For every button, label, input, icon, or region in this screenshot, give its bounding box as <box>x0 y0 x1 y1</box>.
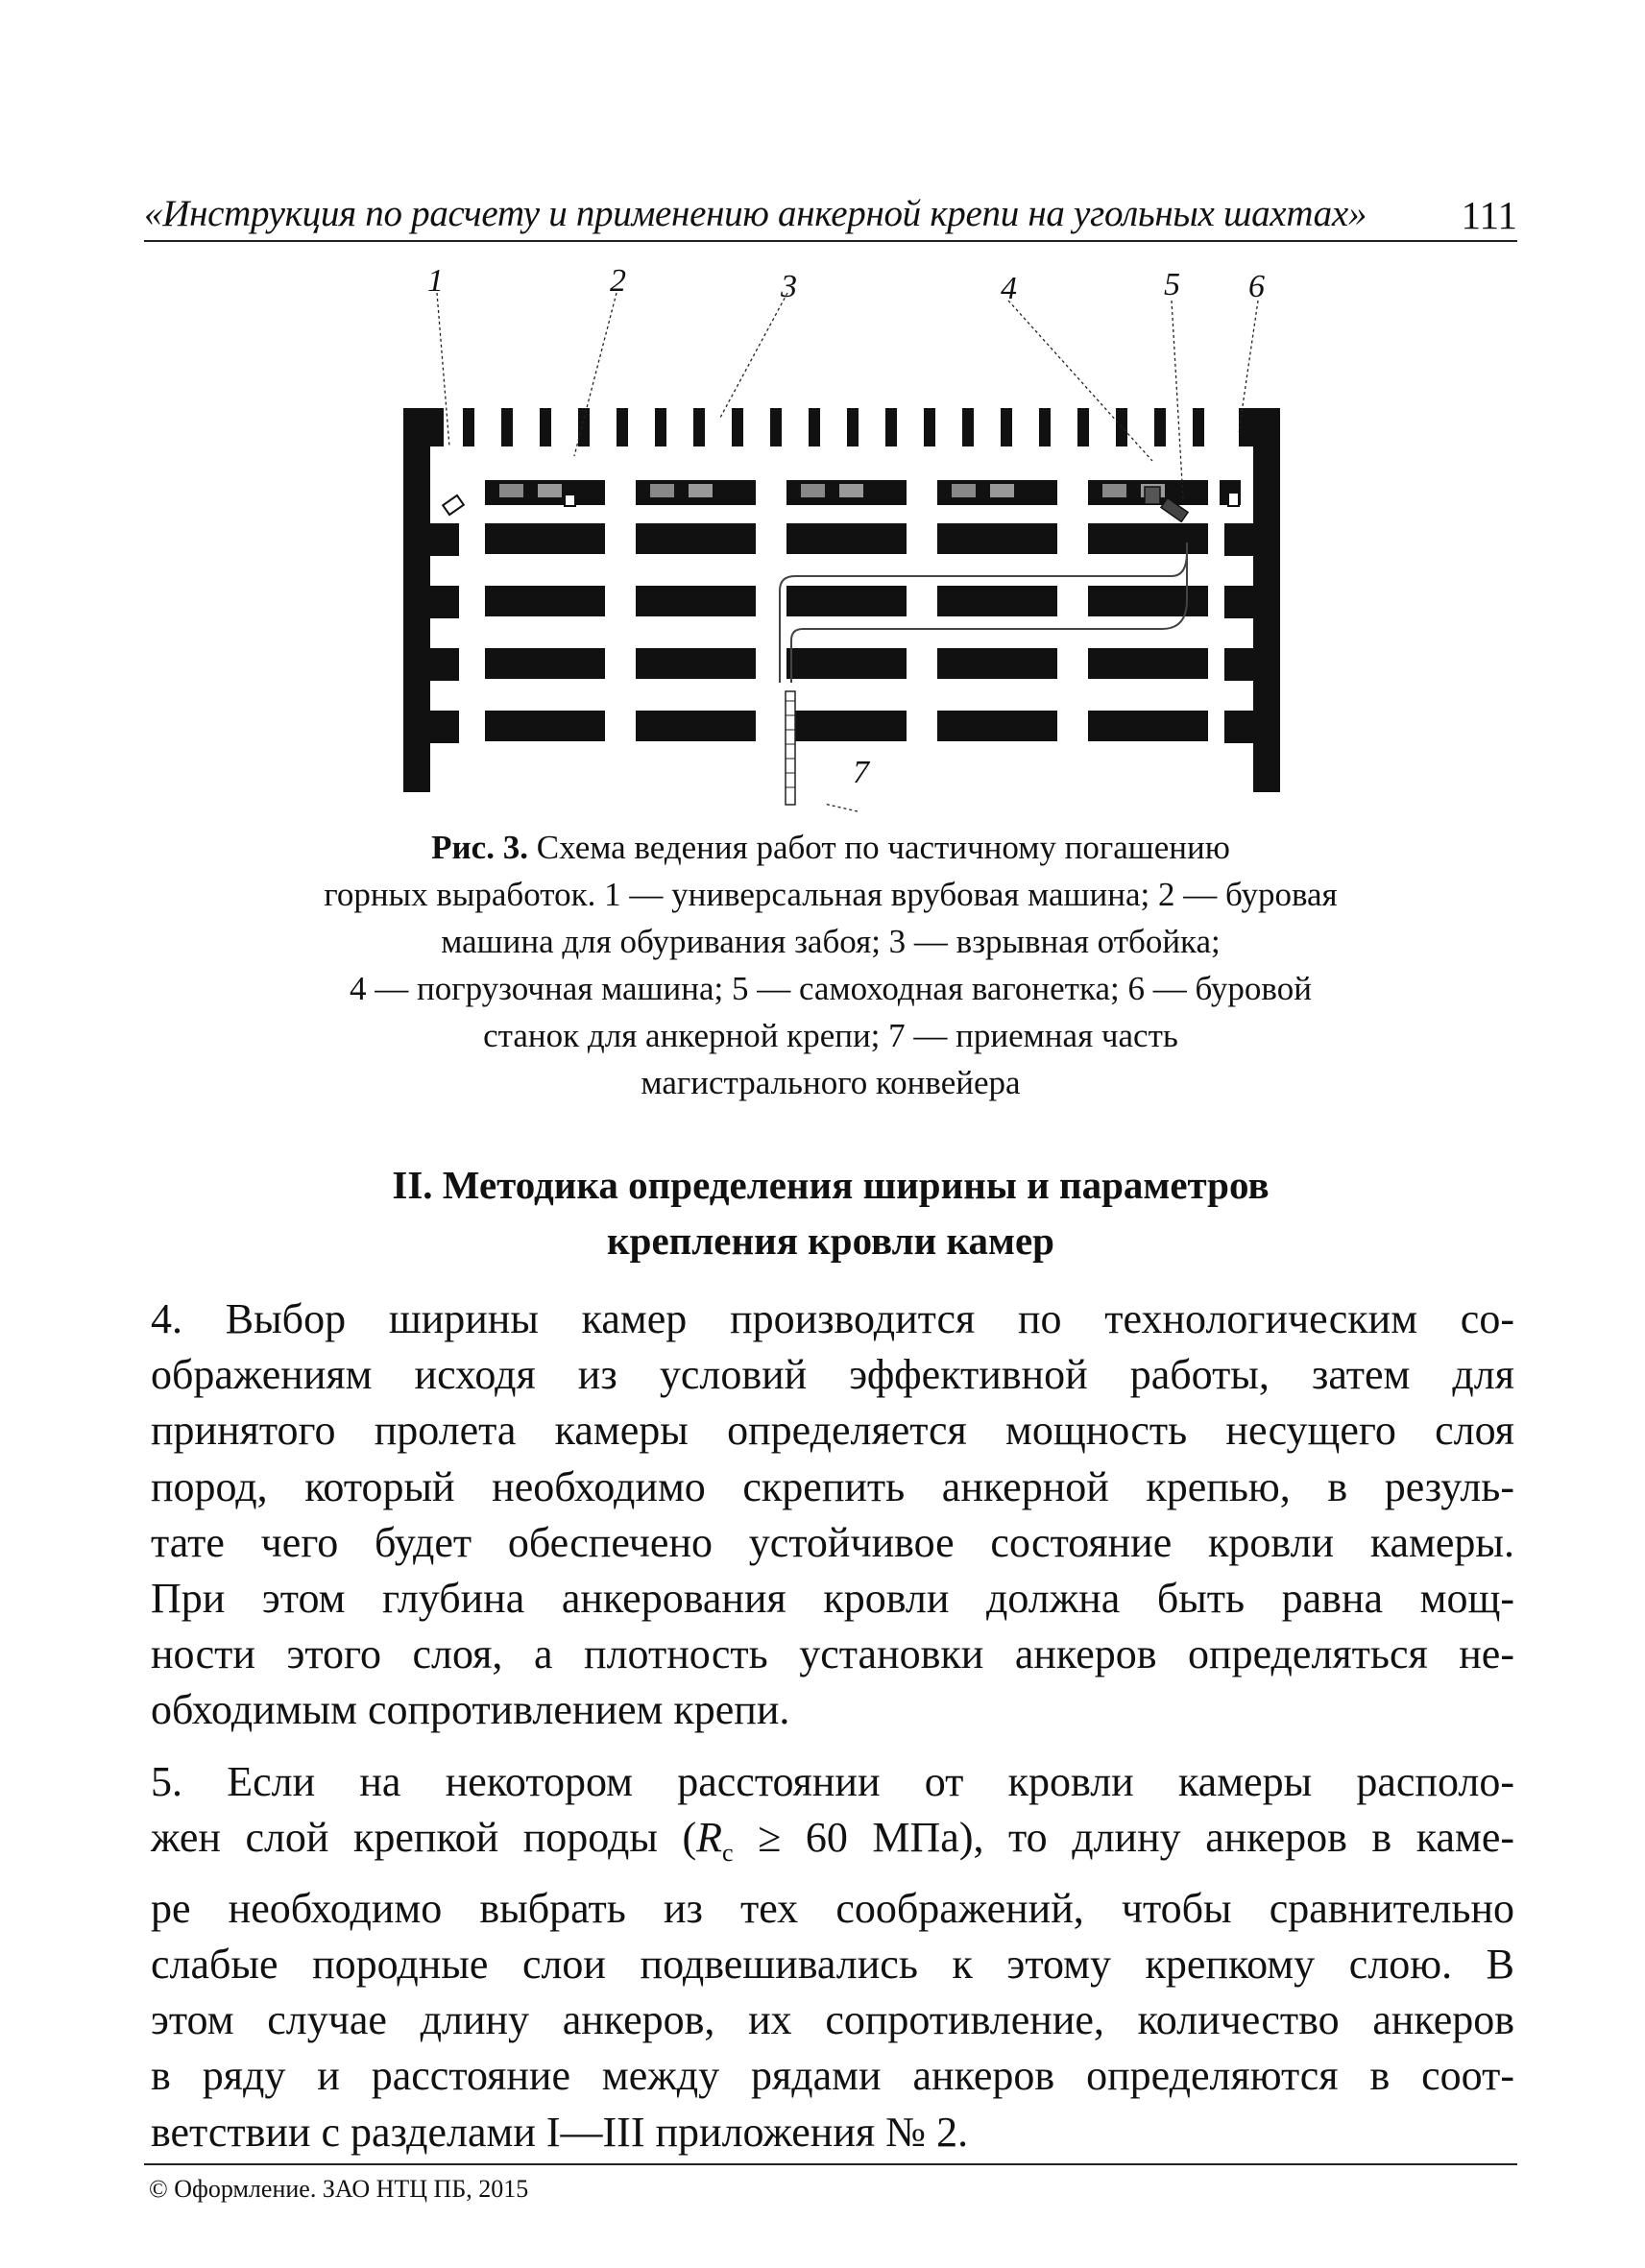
mined-section <box>499 484 523 497</box>
top-block <box>1193 408 1204 446</box>
pillar <box>937 711 1057 741</box>
footer-rule <box>144 2163 1517 2165</box>
pillar <box>786 586 907 616</box>
left-wall-tooth <box>430 648 459 681</box>
pillar <box>937 586 1057 616</box>
caption-line: магистрального конвейера <box>641 1064 1021 1101</box>
pillar <box>636 711 756 741</box>
footer-copyright: © Оформление. ЗАО НТЦ ПБ, 2015 <box>149 2175 529 2203</box>
figure-label-4: 4 <box>1001 271 1017 306</box>
top-block <box>693 408 705 446</box>
pillar <box>937 523 1057 554</box>
left-wall <box>403 408 430 792</box>
top-block <box>770 408 782 446</box>
figure-caption <box>144 824 1517 1106</box>
body-text <box>151 1291 1514 2160</box>
left-wall-tooth <box>430 523 459 556</box>
pillar <box>485 711 605 741</box>
left-wall-tooth <box>430 711 459 743</box>
pillar <box>1088 523 1208 554</box>
top-block <box>924 408 935 446</box>
pillar-grid <box>403 408 1280 792</box>
top-block <box>885 408 897 446</box>
pillar <box>786 648 907 679</box>
figure-label-1: 1 <box>427 264 444 299</box>
right-wall-tooth <box>1224 586 1253 618</box>
mined-section <box>990 484 1014 497</box>
paragraph-5: 5. Если на некотором расстоянии от кровли камеры располо- жен слой крепкой породы ($R_с \ge 60$ МПа), то длину анкеров в каме- ре необходимо выбрать из тех соображений, чтобы сравнительно слабые породные слои подвешивались к этому крепкому слою. В этом случае длину анкеров, их сопротивление, количество анкеров в ряду и расстояние между рядами анкеров определяются в соот- ветствии с разделами I—III приложения № 2. <box>151 1757 1514 2156</box>
top-block <box>847 408 859 446</box>
mined-section <box>952 484 976 497</box>
pillar <box>937 648 1057 679</box>
mining-scheme-figure <box>394 264 1316 821</box>
caption-line: станок для анкерной крепи; 7 — приемная часть <box>483 1017 1178 1054</box>
top-block <box>1154 408 1166 446</box>
pillar <box>636 648 756 679</box>
top-block <box>809 408 820 446</box>
mined-section <box>538 484 562 497</box>
right-wall <box>1253 408 1280 792</box>
figure-label-6: 6 <box>1248 269 1265 304</box>
pillar <box>485 586 605 616</box>
paragraph-4: 4. Выбор ширины камер производится по технологическим со- ображениям исходя из условий эффективной работы, затем для принятого пролета камеры определяется мощность несущего слоя пород, который необходимо скрепить анкерной крепью, в резуль- тате чего будет обеспечено устойчивое состояние кровли камеры. При этом глубина анкерования кровли должна быть равна мощ- ности этого слоя, а плотность установки анкеров определяться не- обходимым сопротивлением крепи. <box>151 1295 1514 1734</box>
pillar <box>1088 586 1208 616</box>
pillar <box>1088 648 1208 679</box>
mined-section <box>650 484 674 497</box>
figure-label-3: 3 <box>781 269 797 304</box>
header-rule <box>144 240 1517 242</box>
section-heading: II. Методика определения ширины и параметров крепления кровли камер <box>392 1163 1270 1263</box>
mined-section <box>839 484 863 497</box>
pillar <box>485 523 605 554</box>
top-block <box>655 408 666 446</box>
caption-line: машина для обуривания забоя; 3 — взрывная отбойка; <box>441 923 1221 960</box>
top-block <box>732 408 743 446</box>
pillar <box>636 523 756 554</box>
running-title: «Инструкция по расчету и применению анкерной крепи на угольных шахтах» <box>144 193 1367 234</box>
figure-label-5: 5 <box>1164 267 1180 302</box>
right-wall-tooth <box>1224 523 1253 556</box>
top-block <box>617 408 628 446</box>
top-block <box>501 408 513 446</box>
top-block <box>1116 408 1127 446</box>
right-wall-tooth <box>1224 648 1253 681</box>
conveyor-receiving-part <box>786 691 795 805</box>
caption-line: горных выработок. 1 — универсальная врубовая машина; 2 — буровая <box>324 876 1338 913</box>
mined-section <box>801 484 825 497</box>
left-wall-tooth <box>430 586 459 618</box>
top-block <box>1077 408 1089 446</box>
pillar <box>786 523 907 554</box>
pillar <box>485 648 605 679</box>
figure-label-7: 7 <box>853 755 869 790</box>
top-block <box>578 408 590 446</box>
right-wall-tooth <box>1224 711 1253 743</box>
caption-line: Рис. 3. Схема ведения работ по частичному погашению <box>431 829 1230 866</box>
top-block <box>463 408 474 446</box>
page-header <box>144 192 1517 240</box>
pillar <box>1088 711 1208 741</box>
top-block <box>540 408 551 446</box>
figure-label-2: 2 <box>610 264 626 299</box>
page-number: 111 <box>1461 193 1517 237</box>
pillar <box>786 711 907 741</box>
top-block <box>1039 408 1051 446</box>
top-block <box>962 408 974 446</box>
left-wall-cap <box>403 408 444 446</box>
pillar <box>636 586 756 616</box>
mined-section <box>1102 484 1126 497</box>
caption-line: 4 — погрузочная машина; 5 — самоходная вагонетка; 6 — буровой <box>350 970 1312 1007</box>
caption-label: Рис. 3. <box>431 829 528 866</box>
top-block <box>1001 408 1012 446</box>
mined-section <box>689 484 713 497</box>
right-wall-cap <box>1239 408 1280 446</box>
